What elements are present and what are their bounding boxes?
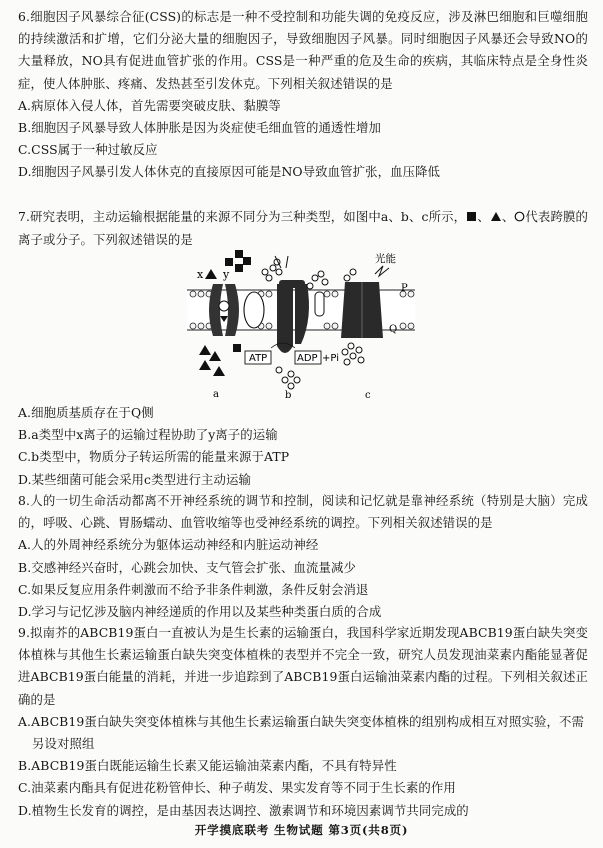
circle-symbol-icon (514, 207, 525, 229)
question-6-option-d: D.细胞因子风暴引发人体休克的直接原因可能是NO导致血管扩张，血压降低 (18, 164, 441, 180)
question-6-option-c: C.CSS属于一种过敏反应 (18, 142, 158, 158)
question-6-option-b: B.细胞因子风暴导致人体肿胀是因为炎症使毛细血管的通透性增加 (18, 120, 381, 136)
question-6 (18, 6, 588, 184)
triangle-symbol-icon (490, 207, 502, 229)
label-atp: ATP (249, 353, 268, 364)
question-6-option-a: A.病原体入侵人体，首先需要突破皮肤、黏膜等 (18, 97, 281, 113)
question-6-stem: 6.细胞因子风暴综合征(CSS)的标志是一种不受控制和功能失调的免疫反应，涉及淋巴细胞和巨噬细胞的持续激活和扩增，它们分泌大量的细胞因子，导致细胞因子风暴。同时细胞因子风暴还会导致NO的大量释放，NO具有促进血管扩张的作用。CSS是一种严重的危及生命的疾病，其临床特点是全身性炎症，使人体肿胀、疼痛、发热甚至引发休克。下列相关叙述错误的是 (18, 9, 588, 91)
question-9-stem: 9.拟南芥的ABCB19蛋白一直被认为是生长素的运输蛋白，我国科学家近期发现ABCB19蛋白缺失突变体植株与其他生长素运输蛋白缺失突变体植株的表型并不完全一致，研究人员发现油菜素内酯能显著促进ABCB19蛋白能量的消耗，并进一步追踪到了ABCB19蛋白运输油菜素内酯的过程。下列相关叙述正确的是 (18, 625, 588, 707)
label-light: 光能 (375, 253, 396, 265)
question-7-option-c: C.b类型中，物质分子转运所需的能量来源于ATP (18, 449, 290, 465)
label-a: a (213, 389, 219, 400)
question-8-stem: 8.人的一切生命活动都离不开神经系统的调节和控制，阅读和记忆就是靠神经系统（特别是大脑）完成的，呼吸、心跳、胃肠蠕动、血管收缩等也受神经系统的调控。下列相关叙述错误的是 (18, 493, 588, 531)
question-9-option-b: B.ABCB19蛋白既能运输生长素又能运输油菜素内酯，不具有特异性 (18, 758, 397, 774)
active-transport-diagram (177, 248, 417, 400)
label-c: c (365, 390, 371, 400)
question-8 (18, 490, 588, 623)
label-pi: +Pi (322, 353, 339, 364)
question-9-option-a: A.ABCB19蛋白缺失突变体植株与其他生长素运输蛋白缺失突变体植株的组别构成相互对照实验，不需另设对照组 (18, 713, 584, 752)
question-7-stem-part-2: 代表跨膜的离子或分子。下列叙述错误的是 (18, 209, 589, 248)
question-7-option-a: A.细胞质基质存在于Q侧 (18, 405, 154, 420)
question-8-option-d: D.学习与记忆涉及脑内神经递质的作用以及某些种类蛋白质的合成 (18, 604, 382, 620)
question-7 (18, 206, 588, 251)
question-7-option-d: D.某些细菌可能会采用c类型进行主动运输 (18, 471, 252, 487)
label-y: y (223, 268, 230, 281)
channel-protein (244, 292, 264, 328)
label-b: b (285, 390, 292, 400)
question-7-option-b: B.a类型中x离子的运输过程协助了y离子的运输 (18, 427, 278, 443)
question-9 (18, 622, 588, 822)
page-footer: 开学摸底联考 生物试题 第3页(共8页) (194, 823, 409, 837)
question-7-stem: 7.研究表明，主动运输根据能量的来源不同分为三种类型，如图中a、b、c所示， 、 、 代表跨膜的离子或分子。下列叙述错误的是 (18, 209, 589, 248)
square-symbol-icon (466, 207, 477, 229)
question-7-options (18, 402, 588, 491)
question-7-stem-part-1: 7.研究表明，主动运输根据能量的来源不同分为三种类型，如图中a、b、c所示， (18, 209, 467, 224)
question-8-option-b: B.交感神经兴奋时，心跳会加快、支气管会扩张、血流量减少 (18, 559, 356, 575)
question-9-option-d: D.植物生长发育的调控，是由基因表达调控、激素调节和环境因素调节共同完成的 (18, 802, 469, 818)
label-adp: ADP (297, 353, 318, 364)
label-q: Q (389, 324, 398, 335)
label-p: P (401, 283, 408, 294)
question-8-option-c: C.如果反复应用条件刺激而不给予非条件刺激，条件反射会消退 (18, 581, 369, 597)
question-8-option-a: A.人的外周神经系统分为躯体运动神经和内脏运动神经 (18, 537, 319, 553)
question-9-option-c: C.油菜素内酯具有促进花粉管伸长、种子萌发、果实发育等不同于生长素的作用 (18, 780, 456, 796)
label-x: x (197, 268, 204, 281)
